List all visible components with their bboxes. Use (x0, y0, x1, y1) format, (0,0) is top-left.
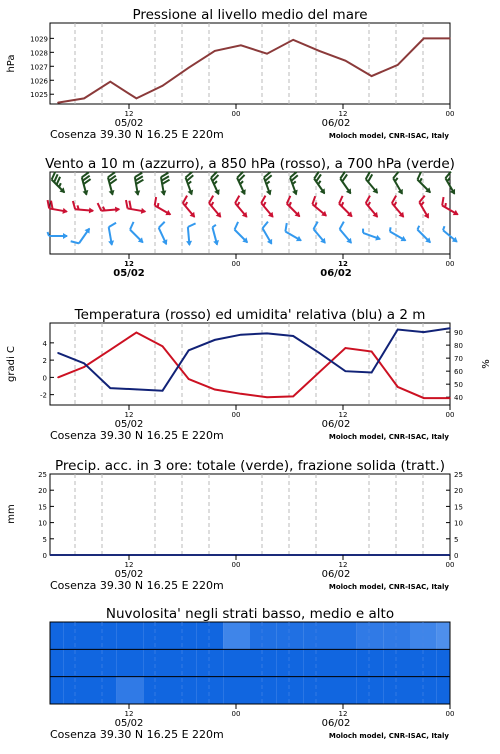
cloud-cell (357, 677, 384, 704)
y-tick-label: 0 (42, 374, 47, 383)
credit-label: Moloch model, CNR-ISAC, Italy (328, 732, 449, 740)
y-right-tick-label: 50 (454, 381, 463, 390)
barb-arrowhead (115, 206, 121, 212)
wind-barb-850-hpa (46, 200, 70, 215)
barb-arrowhead (213, 240, 220, 246)
cloud-cell (383, 649, 410, 676)
date-label: 05/02 (113, 268, 145, 279)
pressure-line-point (345, 60, 347, 62)
pressure-line-point (188, 67, 190, 69)
humidity-line-point (109, 387, 111, 389)
barb-flag (390, 196, 398, 203)
credit-label: Moloch model, CNR-ISAC, Italy (328, 433, 449, 441)
y-tick-label: 25 (38, 471, 47, 479)
temperature-line-point (423, 397, 425, 399)
temperature-line-point (214, 389, 216, 391)
humidity-line-point (397, 329, 399, 331)
y-tick-label: 0 (42, 552, 47, 560)
panel-3 (6, 307, 492, 442)
temperature-line-point (240, 393, 242, 395)
wind-barb-700-hpa (78, 172, 94, 196)
wind-barb-10-m (414, 226, 433, 245)
wind-barb-850-hpa (98, 201, 121, 214)
cloud-cell (250, 622, 277, 649)
temperature-line-point (83, 366, 85, 368)
barb-flag (128, 222, 136, 230)
cloud-cell (250, 677, 277, 704)
location-label: Cosenza 39.30 N 16.25 E 220m (50, 728, 224, 741)
cloud-cell (63, 677, 90, 704)
barb-flag (232, 222, 240, 230)
cloud-cell (250, 649, 277, 676)
wind-barb-10-m (48, 232, 69, 239)
humidity-line-point (345, 370, 347, 372)
wind-barb-850-hpa (257, 196, 280, 220)
temperature-line-point (319, 371, 321, 373)
wind-barb-700-hpa (310, 172, 332, 196)
cloud-cell (117, 622, 144, 649)
y-tick-label: 1027 (30, 63, 48, 72)
temperature-line-point (345, 347, 347, 349)
barb-arrowhead (240, 189, 248, 196)
time-tick-label: 12 (338, 561, 348, 569)
humidity-line-point (449, 327, 451, 329)
wind-barb-850-hpa (205, 196, 228, 220)
wind-barb-10-m (105, 223, 120, 247)
temperature-line-point (292, 396, 294, 398)
humidity-line-point (371, 372, 373, 374)
wind-barb-10-m (335, 222, 358, 246)
time-tick-label: 12 (124, 110, 134, 118)
chart-title: Nuvolosita' negli strati basso, medio e alto (105, 606, 395, 622)
barb-arrowhead (214, 189, 222, 196)
time-tick-label: 00 (231, 411, 241, 419)
cloud-cell (63, 622, 90, 649)
barb-arrowhead (108, 240, 115, 246)
time-tick-label: 00 (231, 561, 241, 569)
y-right-tick-label: 0 (454, 552, 459, 560)
cloud-cell (303, 649, 330, 676)
wind-barb-700-hpa (131, 173, 146, 197)
humidity-line-point (83, 363, 85, 365)
barb-arrowhead (63, 233, 68, 239)
barb-half-flag (212, 225, 216, 227)
barb-flag (108, 223, 116, 227)
credit-label: Moloch model, CNR-ISAC, Italy (328, 132, 449, 140)
humidity-line-point (319, 352, 321, 354)
humidity-line-point (214, 339, 216, 341)
barb-half-flag (362, 229, 365, 233)
time-tick-label: 00 (445, 110, 455, 118)
wind-barb-10-m (281, 223, 306, 244)
panel-frame (50, 474, 450, 555)
panel-4 (6, 458, 463, 592)
cloud-cell (197, 649, 224, 676)
cloud-cell (143, 622, 170, 649)
wind-barb-10-m (185, 223, 198, 246)
barb-arrowhead (165, 210, 172, 218)
time-tick-label: 12 (338, 260, 348, 268)
panel-2 (45, 156, 463, 279)
barb-flag (364, 196, 372, 203)
pressure-line-point (83, 98, 85, 100)
barb-arrowhead (398, 189, 406, 196)
date-label: 06/02 (321, 419, 351, 430)
y-tick-label: 20 (38, 487, 47, 496)
y-right-tick-label: 90 (454, 329, 463, 338)
wind-barb-700-hpa (389, 172, 410, 197)
y-right-tick-label: 80 (454, 342, 463, 351)
barb-flag (125, 200, 129, 208)
time-tick-label: 12 (124, 710, 134, 718)
humidity-line-point (266, 333, 268, 335)
barb-arrowhead (83, 190, 90, 196)
wind-barb-10-m (71, 223, 93, 247)
chart-title: Temperatura (rosso) ed umidita' relativa (blu) a 2 m (74, 307, 426, 323)
location-label: Cosenza 39.30 N 16.25 E 220m (50, 128, 224, 141)
barb-arrowhead (62, 208, 68, 215)
time-tick-label: 00 (445, 561, 455, 569)
humidity-line (58, 328, 450, 391)
wind-barb-850-hpa (388, 196, 411, 220)
cloud-cell (63, 649, 90, 676)
humidity-line-point (240, 334, 242, 336)
time-tick-label: 00 (445, 710, 455, 718)
wind-barb-850-hpa (124, 200, 148, 215)
humidity-line-point (292, 335, 294, 337)
barb-arrowhead (186, 241, 192, 247)
y-tick-label: 4 (42, 339, 47, 348)
cloud-cell (303, 677, 330, 704)
y-tick-label: 15 (38, 503, 47, 512)
barb-arrowhead (401, 236, 408, 244)
pressure-line-point (240, 45, 242, 47)
panel-frame (50, 23, 450, 104)
barb-flag (207, 196, 215, 203)
cloud-cell (117, 649, 144, 676)
barb-half-flag (419, 178, 423, 182)
location-label: Cosenza 39.30 N 16.25 E 220m (50, 579, 224, 592)
cloud-cell (223, 649, 250, 676)
y-tick-label: 1025 (30, 91, 48, 100)
temperature-line-point (371, 351, 373, 353)
wind-barb-10-m (126, 222, 149, 245)
y-tick-label: 1028 (30, 49, 48, 58)
temperature-line-point (162, 346, 164, 348)
cloud-cell (410, 622, 437, 649)
barb-flag (338, 222, 346, 229)
barb-flag (188, 223, 196, 227)
pressure-line-point (266, 53, 268, 55)
barb-flag (233, 196, 241, 203)
barb-arrowhead (292, 190, 299, 197)
time-tick-label: 00 (445, 411, 455, 419)
pressure-line-point (57, 102, 59, 104)
wind-barb-700-hpa (362, 172, 385, 196)
humidity-line-point (162, 390, 164, 392)
date-label: 06/02 (321, 569, 351, 580)
barb-flag (157, 222, 166, 228)
cloud-cell (170, 677, 197, 704)
chart-title: Vento a 10 m (azzurro), a 850 hPa (rosso), a 700 hPa (verde) (45, 156, 455, 172)
barb-flag (259, 196, 267, 203)
date-label: 06/02 (320, 268, 352, 279)
barb-arrowhead (160, 190, 167, 196)
barb-arrowhead (375, 235, 382, 242)
barb-half-flag (442, 226, 446, 230)
wind-barb-700-hpa (413, 172, 436, 195)
barb-flag (444, 172, 452, 179)
pressure-line-point (109, 81, 111, 83)
y-axis-label: gradi C (6, 346, 17, 382)
wind-barb-700-hpa (260, 172, 278, 196)
y-tick-label: 2 (42, 357, 47, 366)
y-tick-label: 1029 (30, 35, 48, 44)
barb-flag (283, 223, 290, 231)
y-right-tick-label: 20 (454, 487, 463, 496)
y-axis-label: mm (6, 504, 17, 524)
barb-arrowhead (89, 207, 95, 213)
cloud-cell (170, 649, 197, 676)
y-right-tick-label: 60 (454, 368, 463, 377)
barb-arrowhead (109, 190, 116, 196)
pressure-line-point (449, 38, 451, 40)
wind-barb-700-hpa (182, 172, 200, 196)
barb-half-flag (48, 232, 50, 236)
wind-barb-700-hpa (207, 172, 226, 197)
time-tick-label: 12 (338, 110, 348, 118)
date-label: 05/02 (114, 118, 144, 129)
time-tick-label: 12 (338, 411, 348, 419)
y-tick-label: 5 (42, 535, 47, 544)
wind-barb-850-hpa (283, 196, 306, 219)
cloud-cell (223, 677, 250, 704)
barb-half-flag (314, 202, 318, 206)
temperature-line-point (136, 332, 138, 334)
y-right-tick-label: 25 (454, 471, 463, 479)
barb-half-flag (416, 226, 420, 230)
credit-label: Moloch model, CNR-ISAC, Italy (328, 583, 449, 591)
y-right-tick-label: 15 (454, 503, 463, 512)
chart-title: Precip. acc. in 3 ore: totale (verde), frazione solida (tratt.) (55, 458, 445, 474)
wind-barb-10-m (230, 222, 253, 245)
humidity-line-point (57, 352, 59, 354)
cloud-cell (277, 622, 304, 649)
cloud-cell (410, 677, 437, 704)
time-tick-label: 12 (338, 710, 348, 718)
y-axis-label: hPa (6, 54, 17, 73)
panel-5 (0, 606, 500, 741)
wind-barb-10-m (155, 222, 174, 247)
cloud-cell (90, 622, 117, 649)
barb-arrowhead (424, 213, 432, 220)
wind-barb-700-hpa (47, 172, 70, 195)
cloud-cell (223, 622, 250, 649)
date-label: 05/02 (114, 718, 144, 729)
barb-arrowhead (188, 190, 195, 197)
wind-barb-10-m (209, 225, 221, 247)
pressure-line-point (292, 39, 294, 41)
wind-barb-850-hpa (335, 196, 358, 219)
panel-frame (50, 323, 450, 405)
cloud-cell (330, 622, 357, 649)
cloud-cell (330, 649, 357, 676)
date-label: 06/02 (321, 718, 351, 729)
location-label: Cosenza 39.30 N 16.25 E 220m (50, 429, 224, 442)
temperature-line-point (188, 378, 190, 380)
mask-right (450, 622, 500, 704)
humidity-line-point (188, 350, 190, 352)
cloud-cell (90, 649, 117, 676)
wind-barb-700-hpa (233, 172, 252, 197)
wind-barb-850-hpa (231, 196, 254, 220)
barb-arrowhead (453, 210, 460, 218)
pressure-line-point (319, 50, 321, 52)
temperature-line-point (109, 349, 111, 351)
wind-barb-10-m (309, 222, 332, 246)
chart-title: Pressione al livello medio del mare (132, 7, 368, 23)
y-right-tick-label: 70 (454, 355, 463, 364)
cloud-cell (117, 677, 144, 704)
cloud-cell (197, 622, 224, 649)
wind-barb-700-hpa (104, 172, 120, 196)
barb-arrowhead (267, 239, 275, 246)
time-tick-label: 12 (124, 561, 134, 569)
wind-barb-10-m (387, 227, 408, 243)
temperature-line-point (57, 377, 59, 379)
time-tick-label: 12 (124, 260, 134, 268)
wind-barb-10-m (361, 229, 383, 243)
wind-barb-850-hpa (415, 196, 436, 221)
date-label: 05/02 (114, 419, 144, 430)
barb-half-flag (444, 203, 447, 207)
cloud-cell (383, 677, 410, 704)
cloud-cell (277, 677, 304, 704)
time-tick-label: 00 (231, 710, 241, 718)
cloud-cell (90, 677, 117, 704)
wind-barb-850-hpa (362, 196, 385, 220)
barb-arrowhead (141, 208, 147, 215)
time-tick-label: 00 (231, 110, 241, 118)
y-right-tick-label: 10 (454, 519, 463, 528)
barb-half-flag (58, 183, 62, 187)
barb-half-flag (340, 202, 344, 206)
barb-half-flag (156, 203, 159, 207)
y-right-tick-label: 5 (454, 535, 459, 544)
pressure-line-point (136, 98, 138, 100)
date-label: 06/02 (321, 118, 351, 129)
temperature-line-point (449, 397, 451, 399)
cloud-cell (357, 649, 384, 676)
y-tick-label: -2 (40, 391, 47, 400)
cloud-cell (143, 677, 170, 704)
wind-barb-850-hpa (308, 196, 332, 219)
date-label: 05/02 (114, 569, 144, 580)
temperature-line-point (397, 386, 399, 388)
pressure-line (58, 38, 450, 102)
y-tick-label: 10 (38, 519, 47, 528)
time-tick-label: 00 (231, 260, 241, 268)
temperature-line-point (266, 396, 268, 398)
barb-flag (418, 196, 426, 203)
wind-barb-700-hpa (157, 173, 172, 197)
cloud-cell (303, 622, 330, 649)
cloud-cell (383, 622, 410, 649)
barb-arrowhead (296, 236, 303, 244)
cloud-cell (143, 649, 170, 676)
cloud-cell (330, 677, 357, 704)
pressure-line-point (162, 85, 164, 87)
cloud-cell (277, 649, 304, 676)
barb-arrowhead (450, 189, 458, 196)
y-right-tick-label: 40 (454, 394, 463, 403)
time-tick-label: 12 (124, 411, 134, 419)
pressure-line-point (214, 50, 216, 52)
barb-half-flag (389, 227, 392, 231)
wind-barb-700-hpa (441, 172, 462, 197)
time-tick-label: 00 (445, 260, 455, 268)
cloud-cell (197, 677, 224, 704)
pressure-line-point (397, 64, 399, 66)
humidity-line-point (423, 331, 425, 333)
humidity-line-point (136, 389, 138, 391)
cloud-cell (410, 649, 437, 676)
barb-arrowhead (266, 190, 273, 197)
barb-flag (98, 203, 102, 211)
barb-arrowhead (162, 239, 170, 246)
pressure-line-point (423, 38, 425, 40)
cloud-cell (357, 622, 384, 649)
wind-barb-700-hpa (336, 172, 358, 196)
mask-left (0, 622, 50, 704)
y-right-axis-label: % (481, 359, 492, 369)
panel-1 (6, 7, 454, 141)
pressure-line-point (371, 75, 373, 77)
barb-arrowhead (134, 190, 141, 196)
y-tick-label: 1026 (30, 77, 48, 86)
cloud-cell (170, 622, 197, 649)
wind-barb-850-hpa (151, 197, 176, 218)
